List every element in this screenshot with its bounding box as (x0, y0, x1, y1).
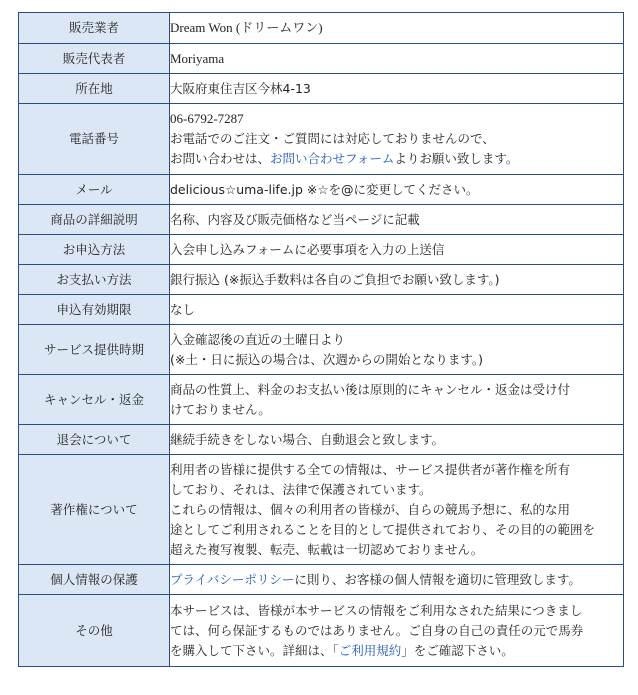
row-label: サービス提供時期 (19, 325, 170, 375)
row-value (170, 13, 624, 44)
row-label: お申込方法 (19, 235, 170, 265)
table-row (19, 295, 624, 325)
table-row (19, 235, 624, 265)
row-value (170, 375, 624, 425)
other-line (170, 641, 623, 661)
legal-notice-table (18, 12, 624, 667)
table-row (19, 455, 624, 565)
row-label: お支払い方法 (19, 265, 170, 295)
other-line: ては、何ら保証するものではありません。ご自身の自己の責任の元で馬券 (170, 622, 584, 638)
phone-contact-pre: お問い合わせは、 (170, 151, 271, 166)
row-label: 商品の詳細説明 (19, 205, 170, 235)
row-label: 電話番号 (19, 104, 170, 175)
copyright-line: これらの情報は、個々の利用者の皆様が、自らの競馬予想に、私的な用 (170, 501, 571, 517)
phone-number: 06-6792-7287 (170, 111, 244, 126)
table-row (19, 265, 624, 295)
table-row (19, 74, 624, 104)
table-row (19, 375, 624, 425)
row-label: 販売業者 (19, 13, 170, 44)
terms-of-use-link[interactable]: ご利用規約 (338, 642, 402, 658)
representative-value: Moriyama (170, 50, 225, 66)
row-label: 申込有効期限 (19, 295, 170, 325)
row-label: 販売代表者 (19, 44, 170, 74)
row-value (170, 455, 624, 565)
table-row (19, 44, 624, 74)
row-value (170, 104, 624, 175)
copyright-line: 利用者の皆様に提供する全ての情報は、サービス提供者が著作権を所有 (170, 461, 571, 477)
row-label: その他 (19, 595, 170, 667)
table-row (19, 565, 624, 595)
row-value: 継続手続きをしない場合、自動退会と致します。 (170, 425, 624, 455)
row-value (170, 44, 624, 74)
seller-value: Dream Won (ドリームワン) (170, 20, 323, 35)
copyright-line: しており、それは、法律で保護されています。 (170, 481, 432, 497)
row-label: 所在地 (19, 74, 170, 104)
row-label: メール (19, 175, 170, 205)
row-value (170, 595, 624, 667)
row-label: 退会について (19, 425, 170, 455)
table-row (19, 175, 624, 205)
cancel-line: 商品の性質上、料金のお支払い後は原則的にキャンセル・返金は受け付 (170, 381, 571, 397)
cancel-line: けておりません。 (170, 401, 271, 417)
row-value: 大阪府東住吉区今林4-13 (170, 74, 624, 104)
row-label: 著作権について (19, 455, 170, 565)
row-value: 銀行振込 (※振込手数料は各自のご負担でお願い致します。) (170, 265, 624, 295)
service-start-line: (※土・日に振込の場合は、次週からの開始となります。) (170, 351, 483, 367)
copyright-line: 超えた複写複製、転売、転載は一切認めておりません。 (170, 541, 484, 557)
table-row (19, 325, 624, 375)
other-line: 本サービスは、皆様が本サービスの情報をご利用なされた結果につきまし (170, 602, 583, 618)
row-value: 名称、内容及び販売価格など当ページに記載 (170, 205, 624, 235)
row-label: 個人情報の保護 (19, 565, 170, 595)
row-value: 入会申し込みフォームに必要事項を入力の上送信 (170, 235, 624, 265)
table-row (19, 13, 624, 44)
copyright-line: 途としてご利用されることを目的として提供されており、その目的の範囲を (170, 521, 596, 537)
privacy-policy-link[interactable]: プライバシーポリシー (170, 571, 295, 587)
table-row (19, 595, 624, 667)
table-row (19, 205, 624, 235)
privacy-text: に則り、お客様の個人情報を適切に管理致します。 (294, 571, 581, 587)
phone-contact-post: よりお願い致します。 (394, 151, 519, 166)
table-row (19, 425, 624, 455)
table-row (19, 104, 624, 175)
phone-contact-line (170, 149, 623, 169)
row-value (170, 565, 624, 595)
phone-note: お電話でのご注文・ご質問には対応しておりませんので、 (170, 131, 495, 146)
service-start-line: 入金確認後の直近の土曜日より (170, 331, 346, 347)
contact-form-link[interactable]: お問い合わせフォーム (270, 151, 395, 166)
row-value: delicious☆uma-life.jp ※☆を@に変更してください。 (170, 175, 624, 205)
other-terms-pre: を購入して下さい。詳細は、「 (170, 642, 339, 658)
other-terms-post: 」をご確認下さい。 (401, 642, 514, 658)
row-label: キャンセル・返金 (19, 375, 170, 425)
row-value (170, 325, 624, 375)
row-value: なし (170, 295, 624, 325)
